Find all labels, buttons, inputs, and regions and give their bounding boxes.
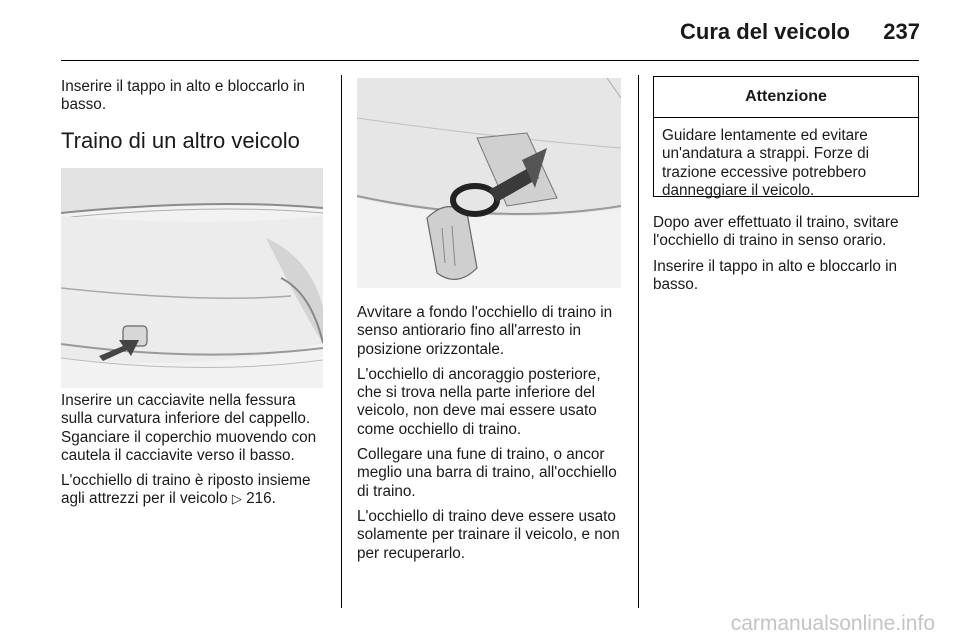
towing-eye-illustration (357, 78, 621, 288)
paragraph-insert-cap: Inserire il tappo in alto e bloccarlo in basso. (653, 257, 898, 293)
warning-box (653, 76, 919, 197)
column-divider-1 (341, 75, 342, 608)
paragraph-tow-rope: Collegare una fune di traino, o ancor meglio una barra di traino, all'occhiello di traino. (357, 446, 617, 500)
watermark: carmanualsonline.info (730, 612, 935, 635)
section-heading: Traino di un altro veicolo (61, 127, 300, 153)
column-3-body (653, 214, 919, 301)
paragraph-rear-eye: L'occhiello di ancoraggio posteriore, che si trova nella parte inferiore del veicolo, non deve mai essere usato come occhiello di traino. (357, 365, 601, 438)
paragraph-unscrew: Dopo aver effettuato il traino, svitare l'occhiello di traino in senso orario. (653, 214, 899, 250)
paragraph-tool-storage (61, 472, 325, 509)
column-1 (61, 78, 325, 153)
column-divider-2 (638, 75, 639, 608)
tow-cover-flap (427, 207, 477, 280)
warning-text: Guidare lentamente ed evitare un'andatura a strappi. Forze di trazione eccessive potrebbero danneggiare il veicolo. (662, 127, 870, 199)
header-title: Cura del veicolo (680, 19, 850, 44)
intro-paragraph: Inserire il tappo in alto e bloccarlo in basso. (61, 78, 306, 114)
header-rule (61, 60, 919, 61)
rear-bumper-illustration (61, 168, 323, 388)
column-2-body (357, 304, 622, 570)
paragraph-screw-in: Avvitare a fondo l'occhiello di traino in senso antiorario fino all'arresto in posizione orizzontale. (357, 304, 613, 358)
page-reference-arrow-icon: ▷ (231, 491, 242, 507)
paragraph-screwdriver: Inserire un cacciavite nella fessura sulla curvatura inferiore del cappello. Sganciare il coperchio muovendo con cautela il cacciavite verso il basso. (61, 392, 317, 464)
page-reference: 216. (246, 490, 276, 508)
paragraph-usage: L'occhiello di traino deve essere usato solamente per trainare il veicolo, e non per recuperarlo. (357, 507, 620, 562)
column-1-body (61, 392, 325, 516)
paragraph-tool-storage-text: L'occhiello di traino è riposto insieme agli attrezzi per il veicolo (61, 472, 311, 508)
warning-title: Attenzione (654, 77, 918, 118)
page-number: 237 (883, 19, 920, 44)
